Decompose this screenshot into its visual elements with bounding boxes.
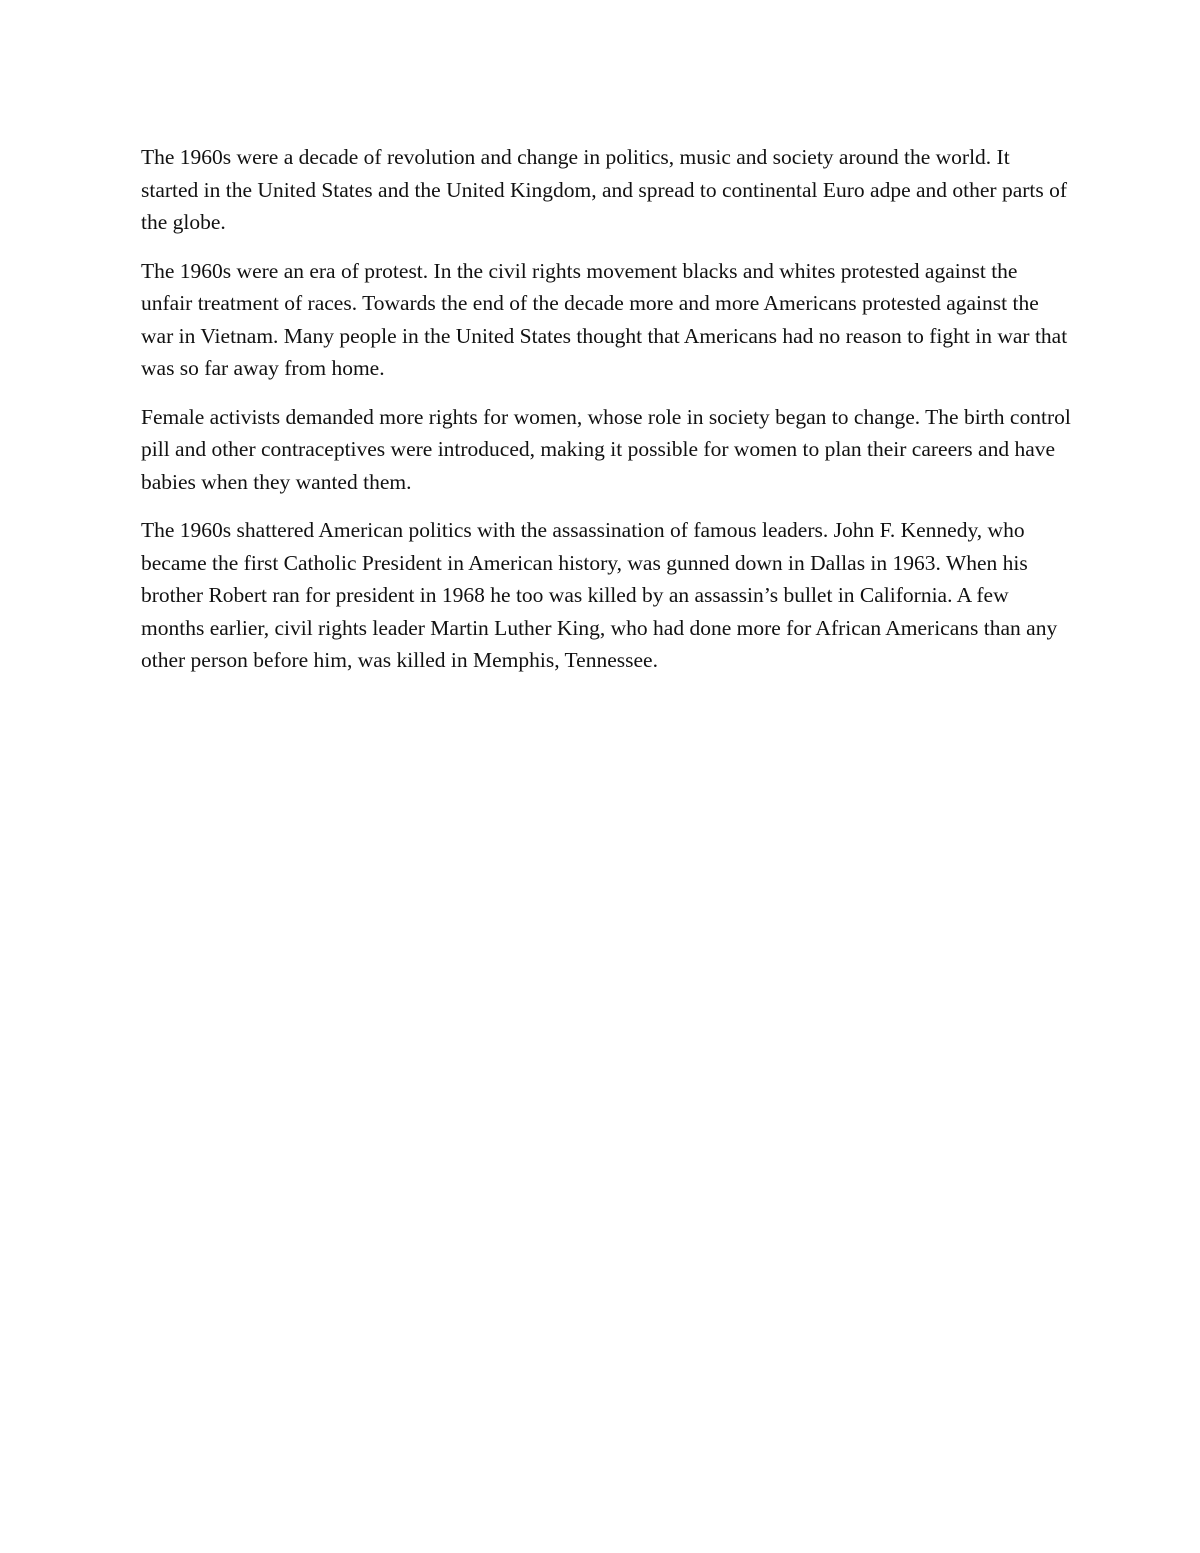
document-body [141, 141, 1071, 693]
paragraph-assassinations: The 1960s shattered American politics with the assassination of famous leaders. John F. Kennedy, who became the first Catholic President in American history, was gunned down in Dallas in 1963. When his brother Robert ran for president in 1968 he too was killed by an assassin’s bullet in California. A few months earlier, civil rights leader Martin Luther King, who had done more for African Americans than any other person before him, was killed in Memphis, Tennessee. [141, 518, 1058, 672]
paragraph-era-of-protest: The 1960s were an era of protest. In the civil rights movement blacks and whites protested against the unfair treatment of races. Towards the end of the decade more and more Americans protested against the war in Vietnam. Many people in the United States thought that Americans had no reason to fight in war that was so far away from home. [141, 258, 1068, 380]
paragraph-female-activists: Female activists demanded more rights for women, whose role in society began to change. The birth control pill and other contraceptives were introduced, making it possible for women to plan their careers and have babies when they wanted them. [141, 404, 1071, 494]
paragraph-1960s-overview: The 1960s were a decade of revolution and change in politics, music and society around the world. It started in the United States and the United Kingdom, and spread to continental Euro adpe and other parts of the globe. [141, 145, 1068, 234]
